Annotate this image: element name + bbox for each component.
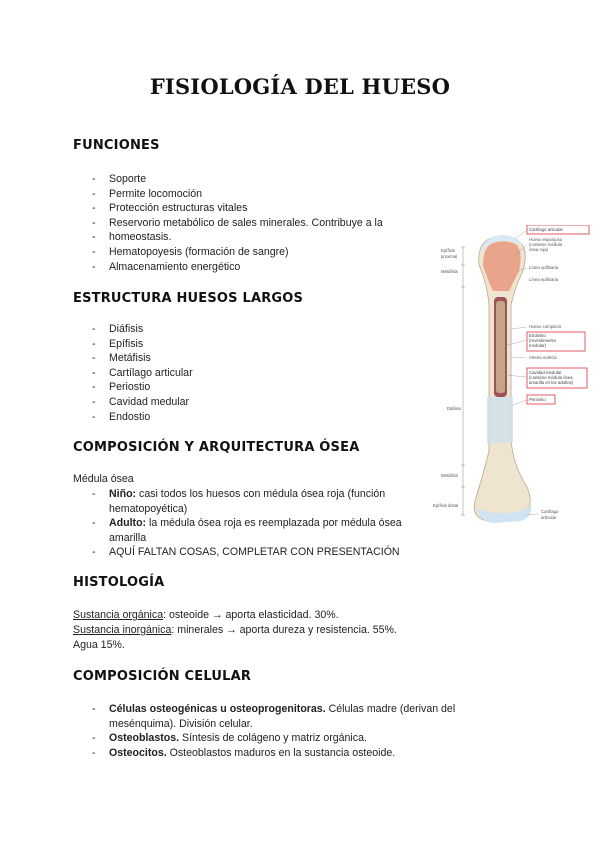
list-item-continuation [92,717,492,732]
list-item [92,545,402,560]
histologia-line [73,638,397,653]
heading-estructura: ESTRUCTURA HUESOS LARGOS [73,291,304,306]
histologia-line [73,623,397,638]
label-endostio: Endostio [529,333,546,338]
label-cartilago-distal-2: articular [541,515,557,520]
item-text: Síntesis de colágeno y matriz orgánica. [179,732,367,745]
label-linea-epifisaria-2: Línea epifisaria [529,277,559,282]
label-hueso-compacto: Hueso compacto [529,324,562,329]
histologia-line [73,608,397,623]
label-cavidad-medular-3: amarilla en los adultos) [529,380,574,385]
list-item: - Permite locomoción [92,187,383,202]
bold-term: Osteocitos. [109,746,167,759]
list-item [92,487,402,502]
label-hueso-esponjoso-2: (contiene médula [529,242,562,247]
label-endostio-2: (revestimiento [529,338,556,343]
line-text: : minerales → aporta dureza y resistencia. 55%. [171,624,397,636]
line-text: : osteoide → aporta elasticidad. 30%. [163,609,339,621]
label-metafisis-bottom: Metáfisis [441,473,458,478]
histologia-body [73,608,397,653]
list-funciones [92,172,383,274]
item-text: AQUÍ FALTAN COSAS, COMPLETAR CON PRESENTACIÓN [109,546,400,559]
continuation-text: homeostasis. [109,231,172,244]
list-item: - Almacenamiento energético [92,260,383,275]
list-item: - Hematopoyesis (formación de sangre) [92,245,383,260]
label-linea-epifisaria: Línea epifisaria [529,265,559,270]
list-celular [92,702,492,760]
item-text: mesénquima). División celular. [109,717,253,730]
long-bone-figure [427,225,593,530]
label-diafisis: Diáfisis [447,406,461,411]
list-item: - Periostio [92,380,193,395]
heading-composicion: COMPOSICIÓN Y ARQUITECTURA ÓSEA [73,440,360,455]
item-text: casi todos los huesos con médula ósea roja (función [136,488,386,500]
label-cavidad-medular: Cavidad medular [529,370,562,375]
label-cartilago-articular: Cartílago articular [529,227,563,232]
medula-intro: Médula ósea [73,473,134,485]
label-arteria-nutricia: Arteria nutricia [529,355,557,360]
label-endostio-3: medular) [529,343,546,348]
item-text: Células madre (derivan del [325,703,456,715]
heading-histologia: HISTOLOGÍA [73,575,165,590]
label-epifisis: Epífisis [441,248,455,253]
label-hueso-esponjoso-3: ósea roja) [529,247,549,252]
label-epifisis-distal: Epífisis distal [433,503,459,508]
label-cavidad-medular-2: (contiene médula ósea [529,375,573,380]
list-item: - Protección estructuras vitales [92,201,383,216]
label-periostio: Periostio [529,397,546,402]
list-item: - Endostio [92,410,193,425]
item-text: amarilla [109,531,147,544]
list-item-continuation [92,230,383,245]
list-item: - Cavidad medular [92,395,193,410]
item-text: Osteoblastos maduros en la sustancia osteoide. [166,746,396,759]
list-item: - Epífisis [92,337,193,352]
list-item: - Diáfisis [92,322,193,337]
list-item-continuation [92,502,402,517]
list-estructura [92,322,193,424]
list-composicion [92,487,402,560]
label-hueso-esponjoso: Hueso esponjoso [529,237,563,242]
list-item: - Reservorio metabólico de sales minerales. Contribuye a la [92,216,383,231]
heading-celular: COMPOSICIÓN CELULAR [73,669,252,684]
item-text: la médula ósea roja es reemplazada por médula ósea [146,517,402,530]
list-item [92,516,402,531]
line-text: Agua 15%. [73,639,125,651]
bold-term: Células osteogénicas u osteoprogenitoras. [109,703,326,715]
bold-term: Adulto: [109,517,147,530]
list-item [92,702,492,717]
label-proximal: proximal [441,254,458,259]
underlined-term: Sustancia inorgánica [73,624,172,636]
list-item [92,746,492,761]
underlined-term: Sustancia orgánica [73,609,164,621]
label-cartilago-distal: Cartílago [541,509,559,514]
bold-term: Niño: [109,488,137,500]
label-metafisis-top: Metáfisis [441,269,458,274]
page-title: FISIOLOGÍA DEL HUESO [149,74,451,99]
list-item-continuation [92,531,402,546]
long-bone-diagram [427,225,593,530]
list-item [92,731,492,746]
list-item: - Metáfisis [92,351,193,366]
list-item: - Cartílago articular [92,366,193,381]
bold-term: Osteoblastos. [109,732,180,745]
list-item: - Soporte [92,172,383,187]
item-text: hematopoyética) [109,502,188,515]
heading-funciones: FUNCIONES [73,138,160,153]
periosteum-cutaway [487,397,513,443]
